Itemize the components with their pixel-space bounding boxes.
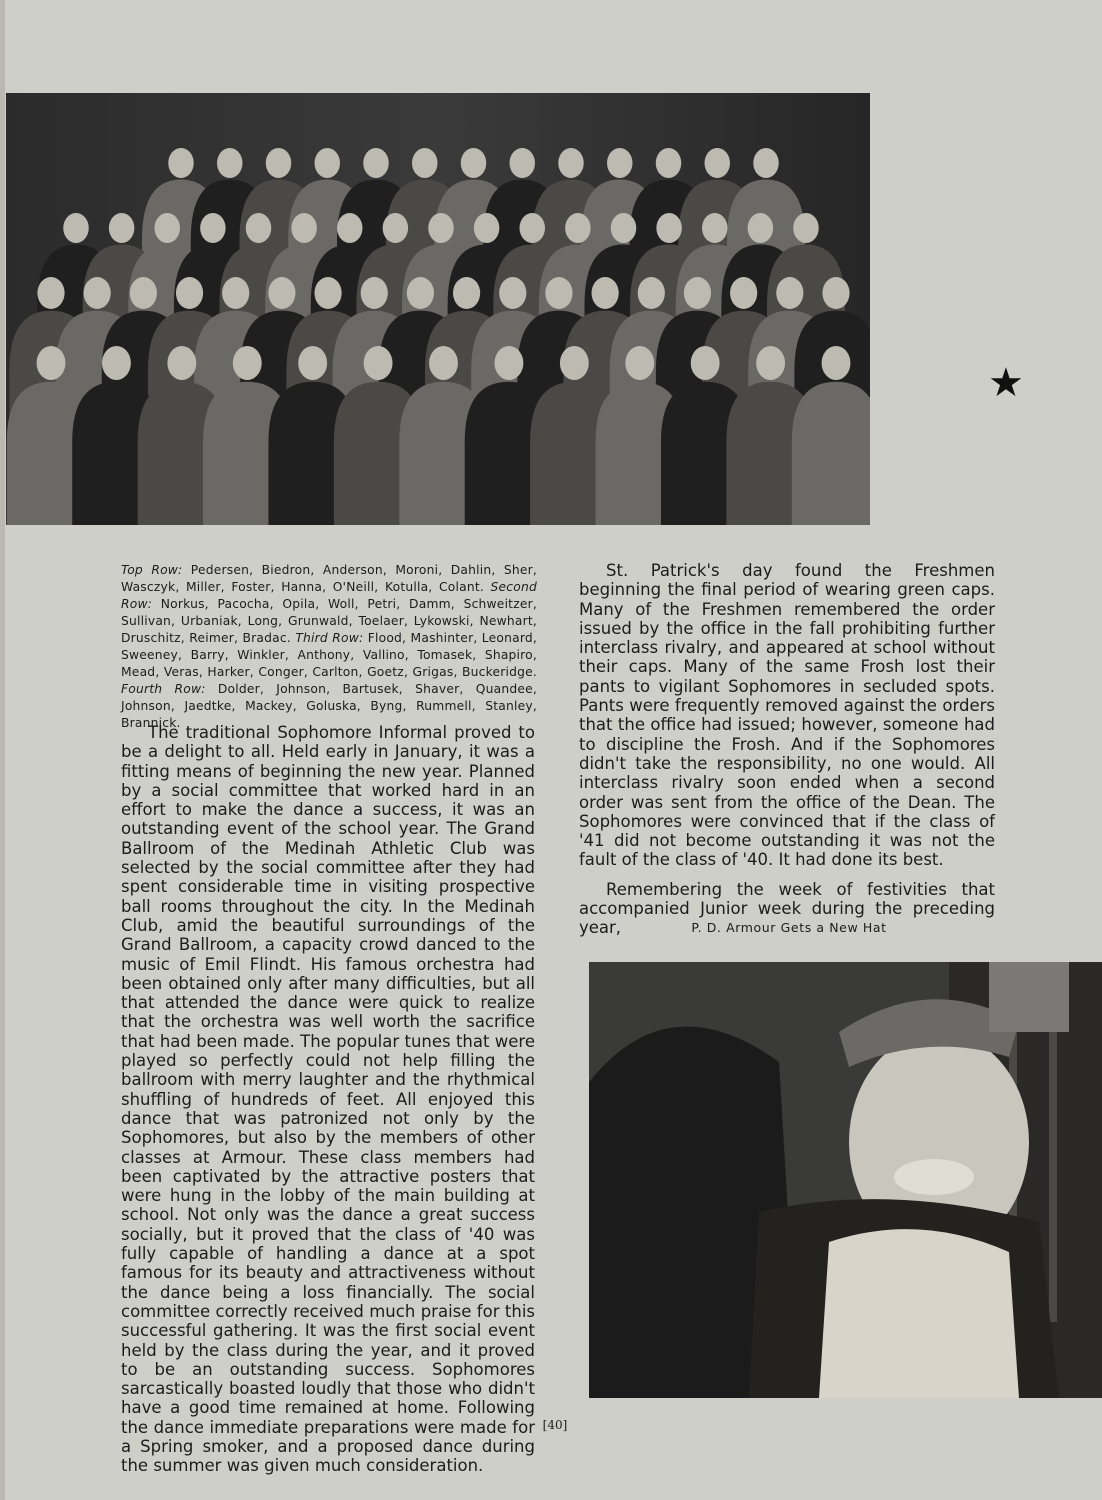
person-head [776,277,803,309]
person-head [102,346,131,380]
person-head [337,213,363,243]
person-head [822,277,849,309]
person-head [407,277,434,309]
person-head [656,148,682,178]
person-head [592,277,619,309]
person-head [494,346,523,380]
hat-photo-caption: P. D. Armour Gets a New Hat [691,920,887,935]
person-head [748,213,774,243]
person-head [168,148,194,178]
person-head [656,213,682,243]
person-head [429,346,458,380]
hat-photo [589,962,1102,1398]
person-head [130,277,157,309]
caption-row-names: Flood, Mashinter, Leonard, Sweeney, Barry, Winkler, Anthony, Vallino, Tomasek, Shapiro, Mead, Veras, Harker, Conger, Carlton, Goetz, Grigas, Buckeridge. [121,631,538,679]
person-head [428,213,454,243]
person-head [625,346,654,380]
person-head [565,213,591,243]
caption-row-label: Second Row: [121,580,537,611]
right-paragraph: St. Patrick's day found the Freshmen beginning the final period of wearing green caps. Many of the Freshmen remembered the order issued by the office in the fall prohibiting further interclass rivalry, and appeared at school without their caps. Many of the same Frosh lost their pants to vigilant Sophomores in secluded spots. Pants were frequently removed against the orders that the office had issued; however, someone had to discipline the Frosh. And if the Sophomores didn't take the responsibility, no one would. All interclass rivalry soon ended when a second order was sent from the office of the Dean. The Sophomores were convinced that if the class of '41 did not become outstanding it was not the fault of the class of '40. It had done its best. [579,561,995,870]
person-head [167,346,196,380]
caption-row-names: Norkus, Pacocha, Opila, Woll, Petri, Damm, Schweitzer, Sullivan, Urbaniak, Long, Grunwald, Toelaer, Lykowski, Newhart, Druschitz, Reimer, Bradac. [121,597,537,645]
left-paragraph: The traditional Sophomore Informal proved to be a delight to all. Held early in January, it was a fitting means of beginning the new year. Planned by a social committee that worked hard in an effort to make the dance a success, it was an outstanding event of the school year. The Grand Ballroom of the Medinah Athletic Club was selected by the social committee after they had spent considerable time in visiting prospective ball rooms throughout the city. In the Medinah Club, amid the beautiful surroundings of the Grand Ballroom, a capacity crowd danced to the music of Emil Flindt. His famous orchestra had been obtained only after many difficulties, but all that attended the dance were quick to realize that the orchestra was well worth the sacrifice that had been made. The popular tunes that were played so perfectly could not help filling the ballroom with merry laughter and the rhythmical shuffling of hundreds of feet. All enjoyed this dance that was patronized not only by the Sophomores, but also by the members of other classes at Armour. These class members had been captivated by the attractive posters that were hung in the lobby of the main building at school. Not only was the dance a great success socially, but it proved that the class of '40 was fully capable of handling a dance at a spot famous for its beauty and attractiveness without the dance being a loss financially. The social committee correctly received much praise for this successful gathering. It was the first social event held by the class during the year, and it proved to be an outstanding success. Sophomores sarcastically boasted loudly that those who didn't have a good time remained at home. Following the dance immediate preparations were made for a Spring smoker, and a proposed dance during the summer was given much consideration. [121,723,535,1476]
star-icon: ★ [988,360,1024,406]
person-head [412,148,438,178]
group-photo [6,93,870,525]
left-column [121,723,535,1476]
person-head [611,213,637,243]
person-head [474,213,500,243]
person-head [510,148,536,178]
person-head [298,346,327,380]
page-number: [40] [542,1418,568,1432]
person-head [268,277,295,309]
person-head [109,213,135,243]
person-head [233,346,262,380]
right-paragraph: Remembering the week of festivities that accompanied Junior week during the preceding year, [579,879,995,938]
person-head [315,148,341,178]
person-head [730,277,757,309]
person-head [155,213,181,243]
person-head [753,148,779,178]
person-head [383,213,409,243]
person-head [361,277,388,309]
person-head [266,148,292,178]
page-binding-edge [0,0,5,1500]
person-head [520,213,546,243]
person-head [684,277,711,309]
person-head [453,277,480,309]
person-head [37,277,64,309]
person-head [37,346,66,380]
person-head [176,277,203,309]
person-head [63,213,89,243]
person-head [217,148,243,178]
caption-row-names: Pedersen, Biedron, Anderson, Moroni, Dahlin, Sher, Wasczyk, Miller, Foster, Hanna, O'Neill, Kotulla, Colant. [121,563,537,594]
person-body [792,382,870,525]
person-head [246,213,272,243]
person-head [607,148,633,178]
person-head [545,277,572,309]
group-photo-art [6,93,870,525]
person-head [499,277,526,309]
person-head [793,213,819,243]
person-head [84,277,111,309]
person-head [756,346,785,380]
caption-row-label: Third Row: [295,631,364,645]
person-head [558,148,584,178]
person-head [822,346,851,380]
right-column [579,561,995,938]
person-head [363,148,389,178]
person-head [291,213,317,243]
person-head [705,148,731,178]
person-head [702,213,728,243]
person-head [222,277,249,309]
caption-row-label: Top Row: [121,563,183,577]
person-head [638,277,665,309]
photo-caption-names [121,562,537,732]
person-head [691,346,720,380]
hat-photo-art [589,962,1102,1398]
caption-row-label: Fourth Row: [121,682,206,696]
caption-row-names: Dolder, Johnson, Bartusek, Shaver, Quandee, Johnson, Jaedtke, Mackey, Goluska, Byng, Rummell, Stanley, Brannick. [121,682,537,730]
person-head [560,346,589,380]
person-head [314,277,341,309]
person-head [364,346,393,380]
person-head [461,148,487,178]
person-head [200,213,226,243]
